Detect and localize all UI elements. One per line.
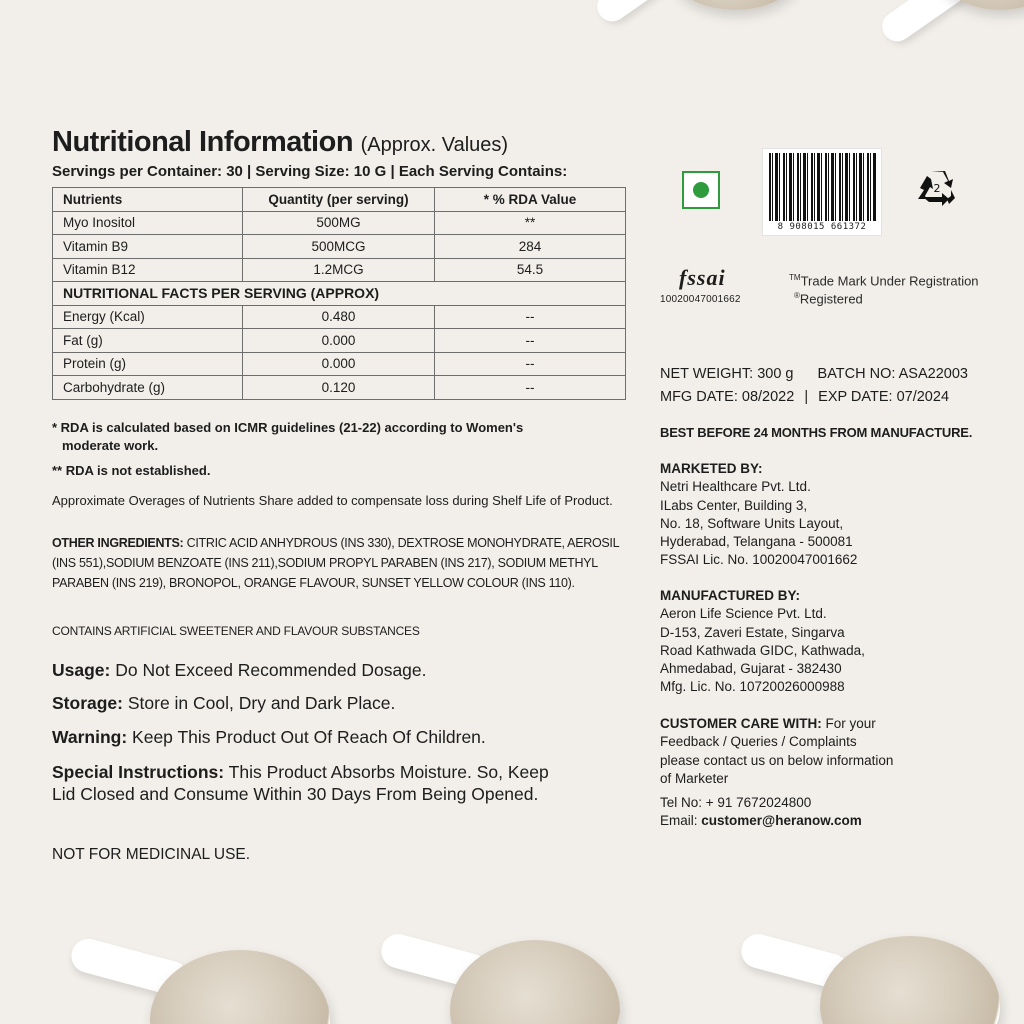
exp-date: EXP DATE: 07/2024 (818, 389, 950, 405)
table-row (53, 376, 626, 400)
title-subtitle: (Approx. Values) (360, 134, 509, 156)
best-before: BEST BEFORE 24 MONTHS FROM MANUFACTURE. (660, 425, 973, 440)
nutrient-rda: 54.5 (435, 258, 626, 282)
manufactured-by-line: Aeron Life Science Pvt. Ltd. (660, 606, 827, 622)
dates-separator: | (804, 389, 809, 405)
other-ingredients (52, 533, 627, 593)
manufactured-by-line: Road Kathwada GIDC, Kathwada, (660, 642, 865, 658)
fact-rda: -- (435, 352, 626, 376)
not-medicinal-note: NOT FOR MEDICINAL USE. (52, 846, 251, 863)
customer-care-line: Feedback / Queries / Complaints (660, 734, 857, 750)
marketed-by-line: ILabs Center, Building 3, (660, 497, 808, 513)
marketed-by-label: MARKETED BY: (660, 461, 763, 476)
table-row (53, 329, 626, 353)
fssai-number: 10020047001662 (660, 294, 741, 305)
rda-note-line1: * RDA is calculated based on ICMR guidelines (21-22) according to Women's (52, 420, 524, 435)
nutrient-name: Vitamin B9 (53, 235, 243, 259)
fact-name: Fat (g) (53, 329, 243, 353)
table-section-row (53, 282, 626, 306)
table-row (53, 258, 626, 282)
powder-scoop-bottom-center (380, 930, 640, 1024)
barcode (762, 148, 882, 236)
customer-care-heading (660, 715, 893, 733)
nutrient-quantity: 500MCG (243, 235, 435, 259)
special-text: This Product Absorbs Moisture. So, Keep Lid Closed and Consume Within 30 Days From Being Opened. (52, 762, 549, 804)
manufactured-by-line: D-153, Zaveri Estate, Singarva (660, 624, 845, 640)
warning-line (52, 727, 486, 748)
customer-care-label: CUSTOMER CARE WITH: (660, 716, 822, 731)
trademark-note (789, 270, 979, 307)
net-weight-line (660, 366, 968, 382)
recycle-icon (915, 168, 959, 208)
header-nutrients: Nutrients (53, 188, 243, 212)
email-label: Email: (660, 813, 698, 829)
customer-care-block (660, 715, 893, 831)
fact-rda: -- (435, 305, 626, 329)
nutrient-name: Vitamin B12 (53, 258, 243, 282)
overages-note: Approximate Overages of Nutrients Share added to compensate loss during Shelf Life of Product. (52, 493, 613, 508)
marketed-by-line: Hyderabad, Telangana - 500081 (660, 534, 853, 550)
storage-text: Store in Cool, Dry and Dark Place. (127, 693, 396, 713)
fact-rda: -- (435, 329, 626, 353)
fact-value: 0.480 (243, 305, 435, 329)
table-row (53, 211, 626, 235)
manufactured-by-block (660, 587, 865, 697)
marketed-by-line: FSSAI Lic. No. 10020047001662 (660, 552, 858, 568)
recycle-number: 2 (933, 182, 941, 195)
manufactured-by-label: MANUFACTURED BY: (660, 588, 800, 603)
powder-scoop-bottom-left (60, 930, 320, 1024)
fact-value: 0.000 (243, 329, 435, 353)
table-header-row (53, 188, 626, 212)
registered-symbol: ® (794, 291, 800, 301)
fssai-logo: fssai (679, 265, 726, 290)
powder-scoop-top-right (880, 0, 1024, 70)
mfg-date: MFG DATE: 08/2022 (660, 389, 795, 405)
manufactured-by-line: Mfg. Lic. No. 10720026000988 (660, 679, 845, 695)
nutrient-name: Myo Inositol (53, 211, 243, 235)
warning-text: Keep This Product Out Of Reach Of Children. (132, 727, 486, 747)
storage-line (52, 693, 395, 714)
marketed-by-line: No. 18, Software Units Layout, (660, 515, 844, 531)
storage-label: Storage: (52, 693, 123, 713)
dates-line (660, 389, 949, 405)
manufactured-by-line: Ahmedabad, Gujarat - 382430 (660, 661, 842, 677)
special-instructions (52, 761, 572, 805)
net-weight: NET WEIGHT: 300 g (660, 366, 794, 382)
barcode-bars-icon (769, 153, 877, 221)
marketed-by-block (660, 460, 857, 570)
special-label: Special Instructions: (52, 762, 225, 782)
trademark-line (789, 270, 979, 288)
powder-scoop-bottom-right (740, 930, 1024, 1024)
customer-care-line: please contact us on below information (660, 752, 894, 768)
customer-care-tel: Tel No: + 91 7672024800 (660, 795, 812, 811)
nutrient-quantity: 500MG (243, 211, 435, 235)
tm-symbol: TM (789, 273, 801, 282)
nutrition-table (52, 187, 626, 400)
veg-mark-dot (693, 182, 709, 198)
usage-text: Do Not Exceed Recommended Dosage. (115, 660, 427, 680)
nutrient-rda: ** (435, 211, 626, 235)
servings-line: Servings per Container: 30 | Serving Size: 10 G | Each Serving Contains: (52, 163, 568, 180)
batch-number: BATCH NO: ASA22003 (817, 366, 968, 382)
marketed-by-line: Netri Healthcare Pvt. Ltd. (660, 479, 811, 495)
contains-note: CONTAINS ARTIFICIAL SWEETENER AND FLAVOUR SUBSTANCES (52, 624, 420, 638)
tm-text: Trade Mark Under Registration (800, 273, 979, 289)
email-address[interactable]: customer@heranow.com (701, 813, 862, 829)
table-row (53, 305, 626, 329)
veg-mark-icon (682, 171, 720, 209)
registered-line (789, 288, 979, 306)
ingredients-text: CITRIC ACID ANHYDROUS (INS 330), DEXTROSE MONOHYDRATE, AEROSIL (INS 551),SODIUM BENZOATE (INS 211),SODIUM PROPYL PARABEN (INS 217), SODIUM METHYL PARABEN (INS 219), BRONOPOL, ORANGE FLAVOUR, SUNSET YELLOW COLOUR (INS 110). (52, 536, 619, 590)
fact-name: Carbohydrate (g) (53, 376, 243, 400)
usage-line (52, 660, 427, 681)
rda-note-line2: moderate work. (62, 438, 159, 453)
nutrient-rda: 284 (435, 235, 626, 259)
nutrient-quantity: 1.2MCG (243, 258, 435, 282)
warning-label: Warning: (52, 727, 128, 747)
fact-name: Protein (g) (53, 352, 243, 376)
header-quantity: Quantity (per serving) (243, 188, 435, 212)
table-row (53, 235, 626, 259)
registered-text: Registered (799, 291, 863, 307)
powder-scoop-top-left (600, 0, 820, 70)
fact-value: 0.120 (243, 376, 435, 400)
fact-name: Energy (Kcal) (53, 305, 243, 329)
usage-label: Usage: (52, 660, 111, 680)
title-main: Nutritional Information (52, 126, 354, 158)
rda-not-established: ** RDA is not established. (52, 463, 211, 478)
fact-value: 0.000 (243, 352, 435, 376)
customer-care-line: For your (825, 716, 876, 731)
table-row (53, 352, 626, 376)
customer-care-email-line (660, 812, 893, 830)
customer-care-line: of Marketer (660, 770, 729, 786)
header-rda: * % RDA Value (435, 188, 626, 212)
ingredients-label: OTHER INGREDIENTS: (52, 536, 184, 550)
page-title (52, 126, 508, 159)
barcode-digits: 8 908015 661372 (777, 222, 867, 232)
fact-rda: -- (435, 376, 626, 400)
section-title: NUTRITIONAL FACTS PER SERVING (APPROX) (53, 282, 626, 306)
